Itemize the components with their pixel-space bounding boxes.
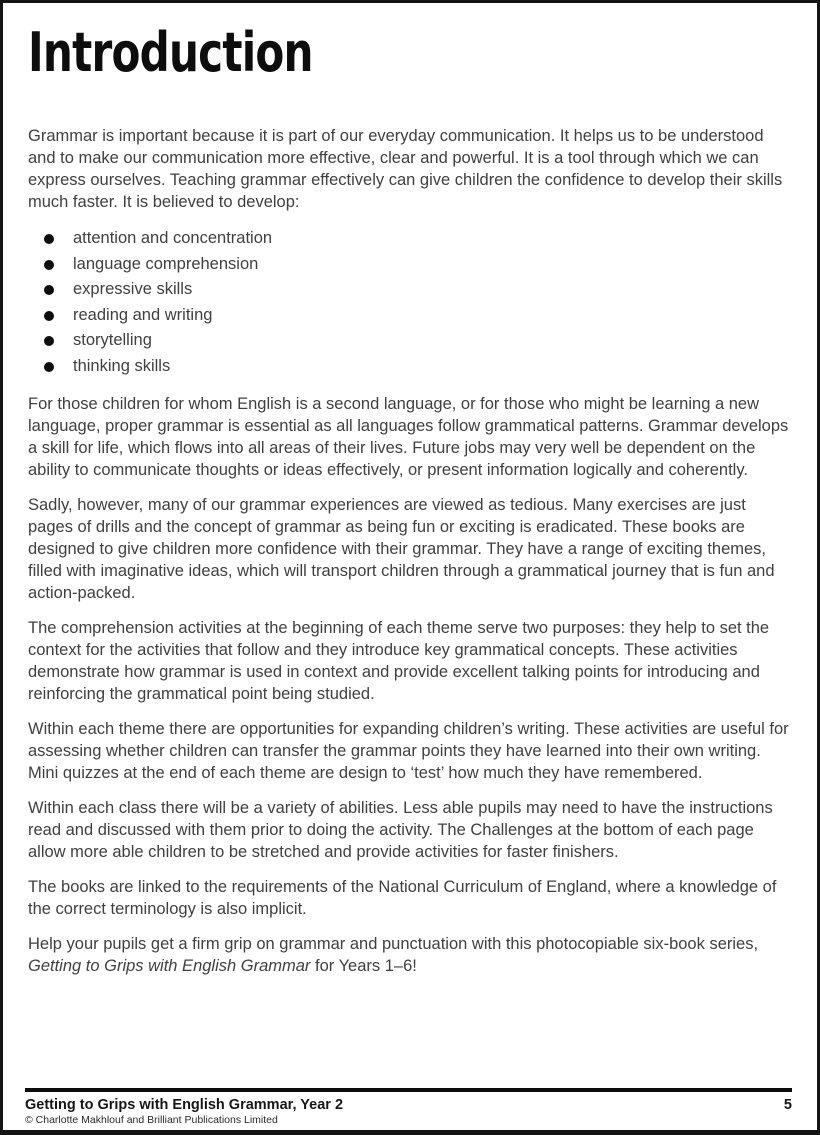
body-text [28,125,791,977]
closing-book-title-italic: Getting to Grips with English Grammar [28,957,311,975]
list-item [28,252,791,278]
bullet-icon [44,362,54,372]
paragraph: Within each theme there are opportunities for expanding children’s writing. These activities are useful for assessing whether children can transfer the grammar points they have learned into their own writing. Mini quizzes at the end of each theme are design to ‘test’ how much they have remembered. [28,720,789,782]
list-item-label: language comprehension [73,254,259,273]
list-item [28,226,791,252]
list-item-label: reading and writing [73,305,213,324]
bullet-icon [44,285,54,295]
paragraph: For those children for whom English is a second language, or for those who might be learning a new language, proper grammar is essential as all languages follow grammatical patterns. Grammar develops a skill for life, which flows into all areas of their lives. Future jobs may very well be dependent on the ability to communicate thoughts or ideas effectively, or present information logically and coherently. [28,395,789,479]
list-item-label: storytelling [73,331,152,349]
bullet-icon [44,311,54,321]
bullet-icon [44,336,54,346]
footer-copyright: © Charlotte Makhlouf and Brilliant Publications Limited [25,1114,278,1126]
paragraph-closing [28,933,791,977]
list-item-label: expressive skills [73,280,193,298]
footer-book-title: Getting to Grips with English Grammar, Year 2 [25,1097,344,1113]
footer-rule [25,1088,792,1092]
bullet-icon [44,234,54,244]
paragraph: The books are linked to the requirements of the National Curriculum of England, where a knowledge of the correct terminology is also implicit. [28,878,777,918]
list-item [28,354,791,380]
footer-row [25,1097,792,1114]
closing-text-after: for Years 1–6! [310,957,417,975]
page-title: Introduction [28,21,313,84]
bullet-icon [44,260,54,270]
page-footer [25,1088,792,1127]
paragraph: The comprehension activities at the beginning of each theme serve two purposes: they help to set the context for the activities that follow and they introduce key grammatical concepts. These activities demonstrate how grammar is used in context and provide excellent talking points for introducing and reinforcing the grammatical point being studied. [28,619,770,703]
footer-page-number: 5 [783,1097,792,1113]
paragraph: Within each class there will be a variety of abilities. Less able pupils may need to have the instructions read and discussed with them prior to doing the activity. The Challenges at the bottom of each page allow more able children to be stretched and provide activities for faster finishers. [28,799,773,861]
list-item [28,328,791,354]
closing-text-before: Help your pupils get a firm grip on grammar and punctuation with this photocopiable six-book series, [28,935,759,953]
list-item [28,277,791,303]
list-item [28,303,791,329]
paragraph: Sadly, however, many of our grammar experiences are viewed as tedious. Many exercises are just pages of drills and the concept of grammar as being fun or exciting is eradicated. These books are designed to give children more confidence with their grammar. They have a range of exciting themes, filled with imaginative ideas, which will transport children through a grammatical journey that is fun and action-packed. [28,496,775,602]
list-item-label: attention and concentration [73,229,273,247]
list-item-label: thinking skills [73,356,171,375]
paragraph-intro: Grammar is important because it is part of our everyday communication. It helps us to be understood and to make our communication more effective, clear and powerful. It is a tool through which we can express ourselves. Teaching grammar effectively can give children the confidence to develop their skills much faster. It is believed to develop: [28,127,783,211]
bullet-list [28,226,791,379]
page-content [3,3,817,977]
